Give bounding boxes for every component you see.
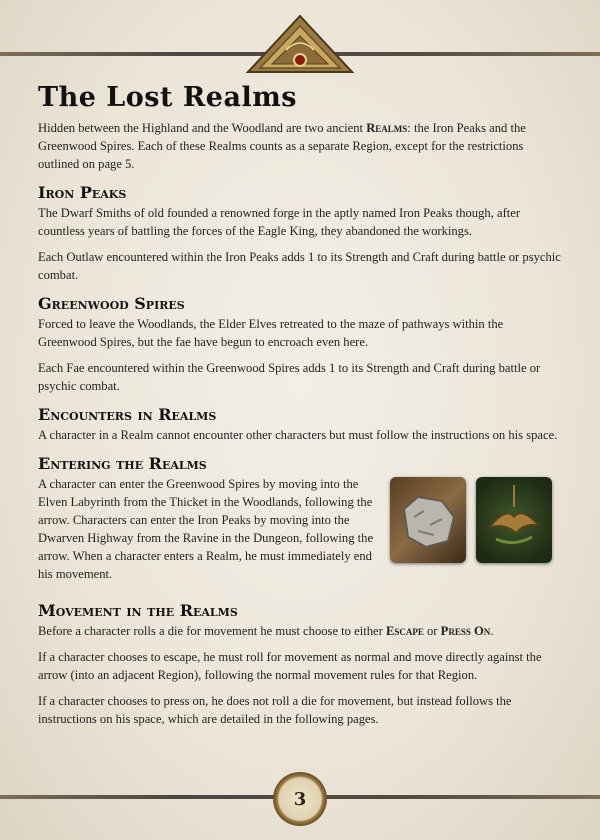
movement-paragraph-2: If a character chooses to escape, he must roll for movement as normal and move directly against the arrow (into an adjacent Region), following the normal movement rules for that Region. — [38, 650, 542, 682]
heading-entering: Entering the Realms — [38, 454, 207, 473]
entering-row — [38, 475, 562, 591]
escape-keyword: Escape — [385, 624, 424, 638]
heading-greenwood-spires: Greenwood Spires — [38, 294, 185, 313]
realm-tiles — [390, 477, 552, 563]
heading-movement: Movement in the Realms — [38, 601, 238, 620]
branch-amulet-icon — [476, 477, 552, 563]
heading-iron-peaks: Iron Peaks — [38, 183, 127, 202]
triangle-emblem-icon — [246, 14, 354, 76]
page-title: The Lost Realms — [38, 82, 298, 113]
greenwood-paragraph-1: Forced to leave the Woodlands, the Elder Elves retreated to the maze of pathways within the Greenwood Spires, but the fae have begun to encroach even here. — [38, 317, 504, 349]
iron-peaks-tile — [390, 477, 466, 563]
movement-paragraph-1: Before a character rolls a die for movement he must choose to either Escape or Press On. — [38, 624, 494, 638]
encounters-paragraph: A character in a Realm cannot encounter other characters but must follow the instructions on his space. — [38, 428, 558, 442]
realms-keyword: Realms — [366, 121, 408, 135]
iron-peaks-paragraph-1: The Dwarf Smiths of old founded a renowned forge in the aptly named Iron Peaks though, after countless years of battling the forces of the Eagle King, they abandoned the workings. — [38, 206, 521, 238]
stone-slab-icon — [390, 477, 466, 563]
main-content — [38, 82, 562, 736]
entering-paragraph: A character can enter the Greenwood Spires by moving into the Elven Labyrinth from the Thicket in the Woodlands, following the arrow. Characters can enter the Iron Peaks by moving into the Dwarven Highway from the Ravine in the Dungeon, following the arrow. When a character enters a Realm, he must immediately end his movement. — [38, 477, 374, 581]
iron-peaks-paragraph-2: Each Outlaw encountered within the Iron Peaks adds 1 to its Strength and Craft during battle or psychic combat. — [38, 250, 561, 282]
page-number-medallion — [273, 772, 327, 826]
greenwood-paragraph-2: Each Fae encountered within the Greenwood Spires adds 1 to its Strength and Craft during battle or psychic combat. — [38, 361, 541, 393]
greenwood-spires-tile — [476, 477, 552, 563]
intro-paragraph: Hidden between the Highland and the Woodland are two ancient Realms: the Iron Peaks and the Greenwood Spires. Each of these Realms counts as a separate Region, except for the restrictions outlined on page 5. — [38, 121, 526, 171]
page-number: 3 — [293, 788, 307, 810]
movement-paragraph-3: If a character chooses to press on, he does not roll a die for movement, but instead follows the instructions on his space, which are detailed in the following pages. — [38, 694, 512, 726]
heading-encounters: Encounters in Realms — [38, 405, 217, 424]
press-on-keyword: Press On — [440, 624, 491, 638]
